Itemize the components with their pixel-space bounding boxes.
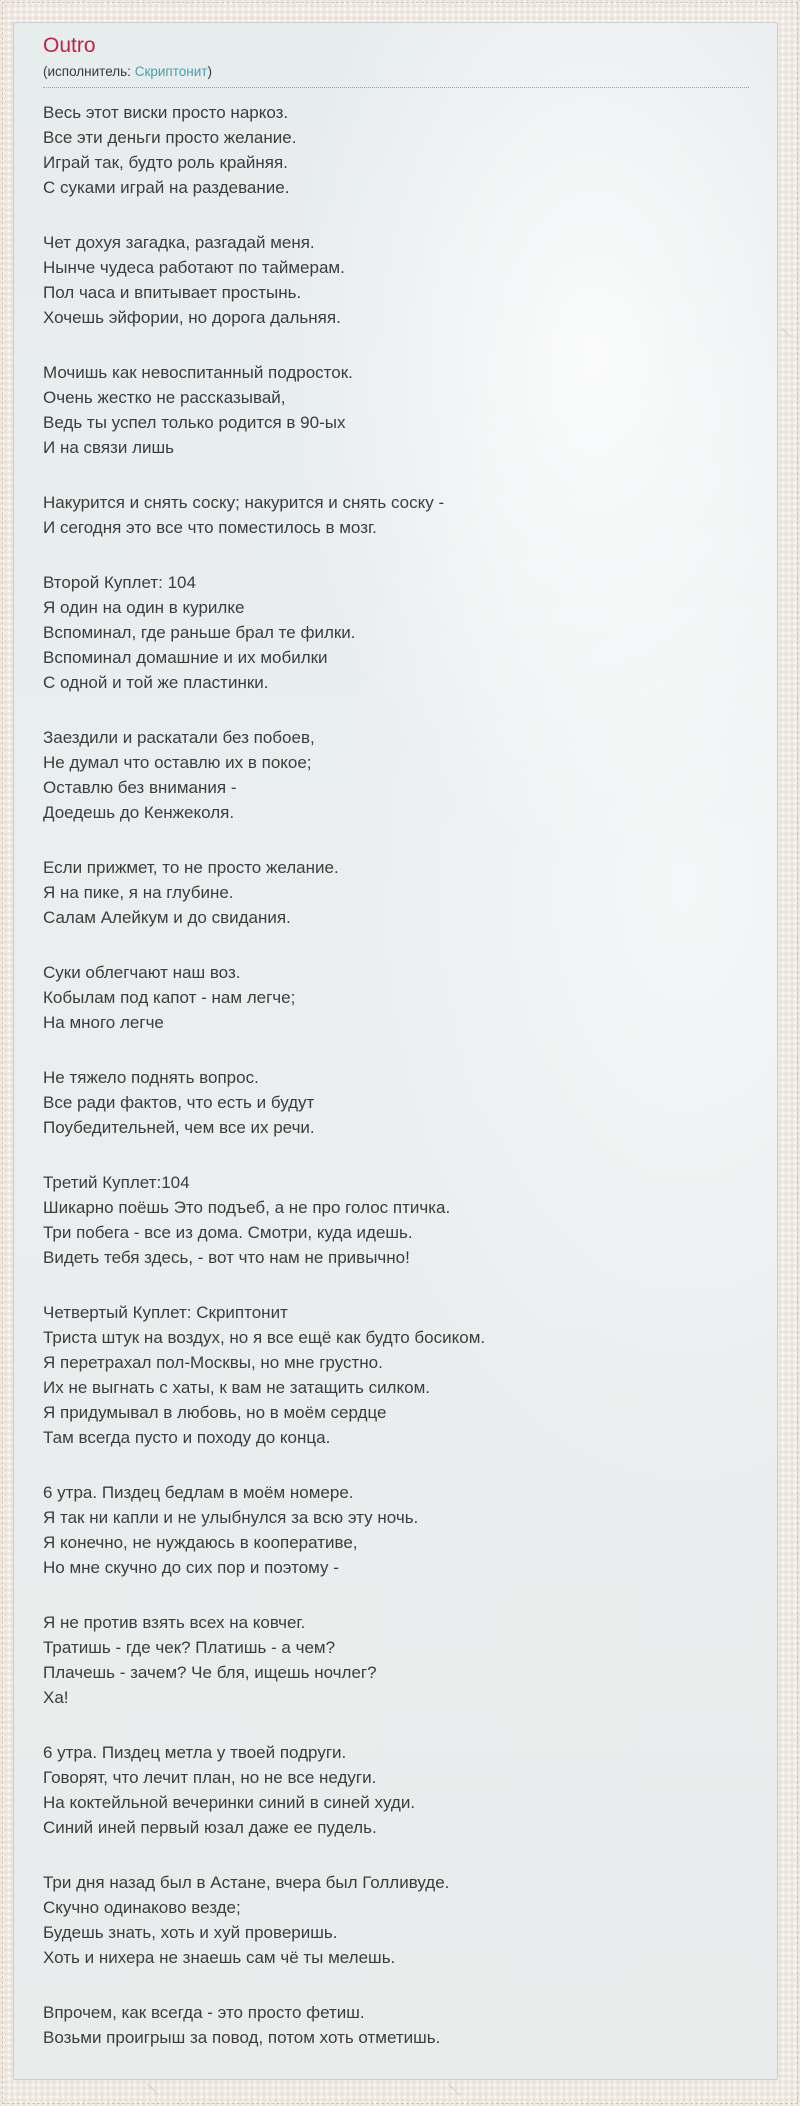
lyrics-stanza: Четвертый Куплет: Скриптонит Триста штук на воздух, но я все ещё как будто босиком. Я перетрахал пол-Москвы, но мне грустно. Их не выгнать с хаты, к вам не затащить силком. Я придумывал в любовь, но в моём сердце Там всегда пусто и походу до конца. xyxy=(43,1303,486,1447)
lyrics-stanza: Впрочем, как всегда - это просто фетиш. Возьми проигрыш за повод, потом хоть отметишь. xyxy=(43,2003,441,2047)
lyrics-stanza: Третий Куплет:104 Шикарно поёшь Это подъеб, а не про голос птичка. Три побега - все из дома. Смотри, куда идешь. Видеть тебя здесь, - вот что нам не привычно! xyxy=(43,1173,451,1267)
texture-scratch xyxy=(781,328,790,337)
artist-line xyxy=(43,63,749,88)
lyrics-stanza: Мочишь как невоспитанный подросток. Очень жестко не рассказывай, Ведь ты успел только родится в 90-ых И на связи лишь xyxy=(43,363,353,457)
lyrics-stanza: Если прижмет, то не просто желание. Я на пике, я на глубине. Салам Алейкум и до свидания. xyxy=(43,858,339,927)
lyrics-text xyxy=(43,100,749,2050)
lyrics-stanza: 6 утра. Пиздец бедлам в моём номере. Я так ни капли и не улыбнулся за всю эту ночь. Я конечно, не нуждаюсь в кооперативе, Но мне скучно до сих пор и поэтому - xyxy=(43,1483,419,1577)
lyrics-stanza: Чет дохуя загадка, разгадай меня. Нынче чудеса работают по таймерам. Пол часа и впитывает простынь. Хочешь эйфории, но дорога дальняя. xyxy=(43,233,345,327)
artist-label-suffix: ) xyxy=(207,64,212,79)
lyrics-stanza: Заездили и раскатали без побоев, Не думал что оставлю их в покое; Оставлю без внимания - Доедешь до Кенжеколя. xyxy=(43,728,315,822)
song-title: Outro xyxy=(43,34,96,57)
artist-label: (исполнитель: xyxy=(43,64,131,79)
lyrics-stanza: Весь этот виски просто наркоз. Все эти деньги просто желание. Играй так, будто роль крайняя. С суками играй на раздевание. xyxy=(43,103,297,197)
lyrics-stanza: Накурится и снять соску; накурится и снять соску - И сегодня это все что поместилось в мозг. xyxy=(43,493,445,537)
texture-scratch xyxy=(147,2083,159,2095)
artist-link[interactable]: Скриптонит xyxy=(134,64,208,79)
lyrics-stanza: Не тяжело поднять вопрос. Все ради фактов, что есть и будут Поубедительней, чем все их речи. xyxy=(43,1068,315,1137)
lyrics-stanza: Три дня назад был в Астане, вчера был Голливуде. Скучно одинаково везде; Будешь знать, хоть и хуй проверишь. Хоть и нихера не знаешь сам чё ты мелешь. xyxy=(43,1873,450,1967)
lyrics-stanza: Суки облегчают наш воз. Кобылам под капот - нам легче; На много легче xyxy=(43,963,296,1032)
lyrics-card xyxy=(13,22,778,2080)
lyrics-stanza: Я не против взять всех на ковчег. Тратишь - где чек? Платишь - а чем? Плачешь - зачем? Че бля, ищешь ночлег? Ха! xyxy=(43,1613,377,1707)
texture-scratch xyxy=(448,2083,460,2095)
lyrics-stanza: Второй Куплет: 104 Я один на один в курилке Вспоминал, где раньше брал те филки. Вспоминал домашние и их мобилки С одной и той же пластинки. xyxy=(43,573,356,692)
lyrics-card-content xyxy=(14,23,777,2050)
lyrics-stanza: 6 утра. Пиздец метла у твоей подруги. Говорят, что лечит план, но не все недуги. На коктейльной вечеринки синий в синей худи. Синий иней первый юзал даже ее пудель. xyxy=(43,1743,416,1837)
